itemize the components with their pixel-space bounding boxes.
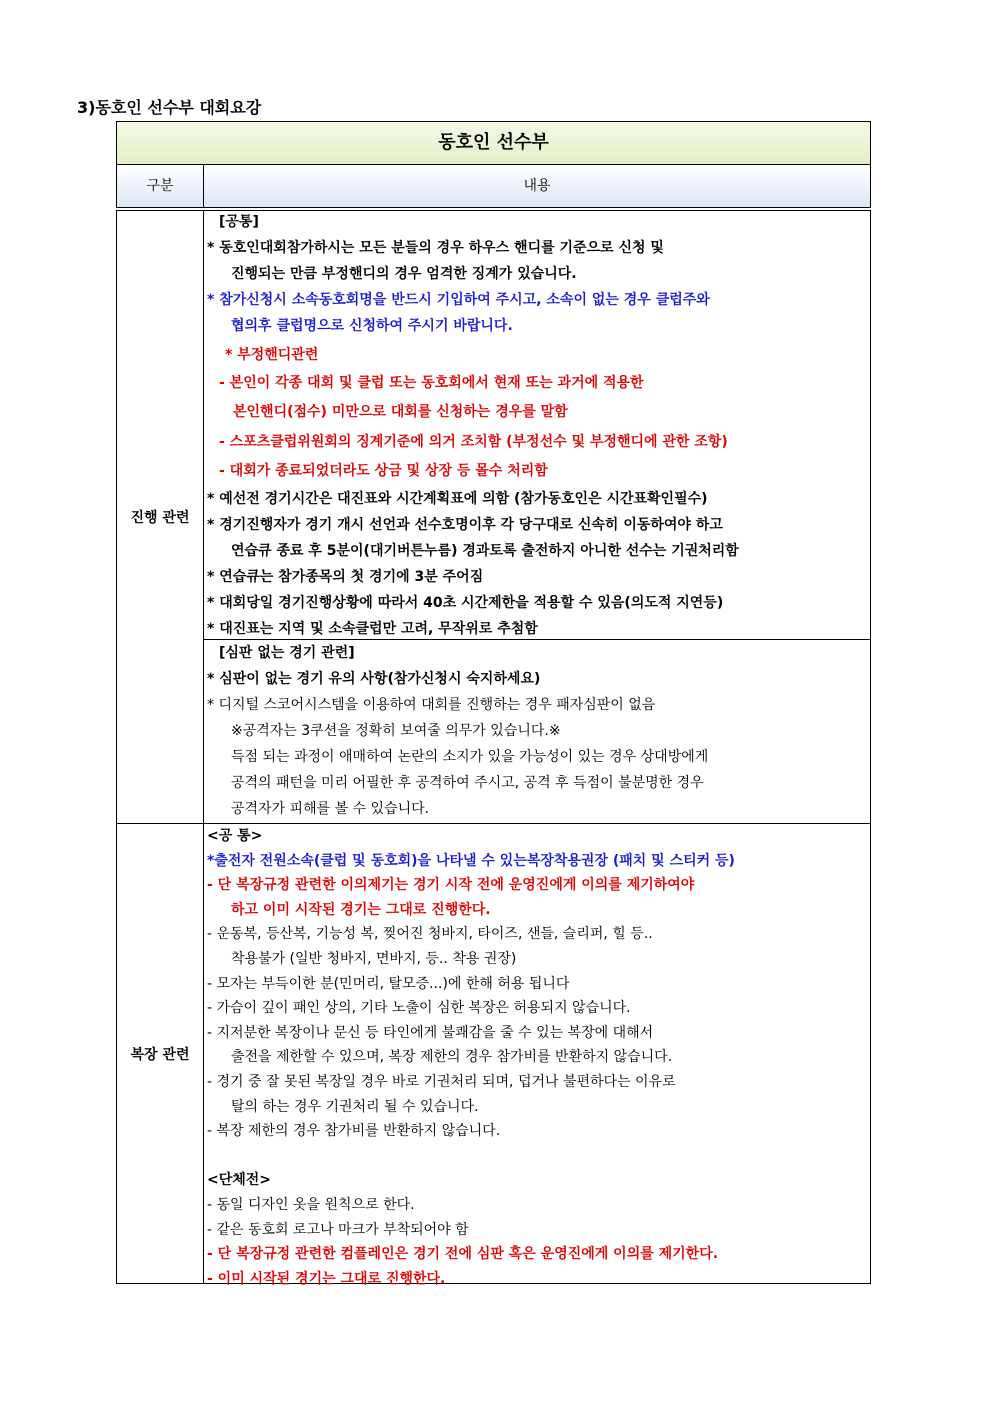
rule-line: <공 통> xyxy=(207,828,263,844)
table-body xyxy=(116,210,871,1287)
rule-line: 탈의 하는 경우 기권처리 될 수 있습니다. xyxy=(231,1098,479,1115)
rule-line: *출전자 전원소속(클럽 및 동호회)을 나타낼 수 있는복장착용권장 (패치 및 스티커 등) xyxy=(207,852,735,869)
rule-line: 본인핸디(점수) 미만으로 대회를 신청하는 경우를 말함 xyxy=(233,404,568,420)
rule-line: [심판 없는 경기 관련] xyxy=(219,645,355,661)
rule-line: - 모자는 부득이한 분(민머리, 탈모증...)에 한해 허용 됩니다 xyxy=(207,975,570,992)
rule-line: * 디지털 스코어시스템을 이용하여 대회를 진행하는 경우 패자심판이 없음 xyxy=(207,697,656,713)
rule-line: - 이미 시작된 경기는 그대로 진행한다. xyxy=(207,1270,446,1287)
rule-line: - 같은 동호회 로고나 마크가 부착되어야 함 xyxy=(207,1221,469,1238)
rule-line: <단체전> xyxy=(207,1172,272,1189)
rule-line: * 부정핸디관련 xyxy=(225,347,319,363)
column-divider xyxy=(203,211,204,1283)
dress-rules xyxy=(207,824,866,1291)
progress-rules xyxy=(207,209,866,642)
column-content: 내용 xyxy=(523,178,551,194)
section-label-dress: 복장 관련 xyxy=(130,1047,190,1063)
rule-line: 득점 되는 과정이 애매하여 논란의 소지가 있을 가능성이 있는 경우 상대방에게 xyxy=(231,749,709,765)
rule-line: 착용불가 (일반 청바지, 면바지, 등.. 착용 권장) xyxy=(231,950,517,967)
column-category: 구분 xyxy=(117,165,204,207)
rule-line: - 운동복, 등산복, 기능성 복, 찢어진 청바지, 타이즈, 샌들, 슬리퍼, 힐 등.. xyxy=(207,926,653,943)
table-column-header xyxy=(116,164,871,208)
referee-rules xyxy=(207,640,866,822)
rule-line: * 대진표는 지역 및 소속클럽만 고려, 무작위로 추첨함 xyxy=(207,621,538,637)
rule-line: 출전을 제한할 수 있으며, 복장 제한의 경우 참가비를 반환하지 않습니다. xyxy=(231,1049,673,1066)
rule-line: 협의후 클럽명으로 신청하여 주시기 바랍니다. xyxy=(231,318,513,334)
rule-line: - 지저분한 복장이나 문신 등 타인에게 불쾌감을 줄 수 있는 복장에 대해서 xyxy=(207,1024,654,1041)
rule-line: * 동호인대회참가하시는 모든 분들의 경우 하우스 핸디를 기준으로 신청 및 xyxy=(207,240,664,256)
rule-line: - 가슴이 깊이 패인 상의, 기타 노출이 심한 복장은 허용되지 않습니다. xyxy=(207,1000,631,1017)
rule-line: - 스포츠클럽위원회의 징계기준에 의거 조치함 (부정선수 및 부정핸디에 관한 조항) xyxy=(219,434,728,450)
blank-line xyxy=(207,1144,866,1169)
rule-line: * 심판이 없는 경기 유의 사항(참가신청시 숙지하세요) xyxy=(207,671,541,687)
rule-line: 하고 이미 시작된 경기는 그대로 진행한다. xyxy=(231,901,491,918)
rule-line: 연습큐 종료 후 5분이(대기버튼누름) 경과토록 출전하지 아니한 선수는 기권처리함 xyxy=(231,543,739,559)
rule-line: - 단 복장규정 관련한 컴플레인은 경기 전에 심판 혹은 운영진에게 이의를 제기한다. xyxy=(207,1246,719,1263)
rule-line: [공통] xyxy=(219,214,259,230)
rule-line: 공격자가 피해를 볼 수 있습니다. xyxy=(231,801,430,817)
rule-line: ※공격자는 3쿠션을 정확히 보여줄 의무가 있습니다.※ xyxy=(231,723,561,739)
rule-line: * 예선전 경기시간은 대진표와 시간계획표에 의함 (참가동호인은 시간표확인필수) xyxy=(207,491,708,507)
rule-line: - 복장 제한의 경우 참가비를 반환하지 않습니다. xyxy=(207,1123,501,1140)
rule-line: * 대회당일 경기진행상황에 따라서 40초 시간제한을 적용할 수 있음(의도적 지연등) xyxy=(207,595,724,611)
rule-line: - 단 복장규정 관련한 이의제기는 경기 시작 전에 운영진에게 이의를 제기하여야 xyxy=(207,877,695,894)
rule-line: * 참가신청시 소속동호회명을 반드시 기입하여 주시고, 소속이 없는 경우 클럽주와 xyxy=(207,292,710,308)
rule-line: * 연습큐는 참가종목의 첫 경기에 3분 주어짐 xyxy=(207,569,484,585)
rule-line: - 대회가 종료되었더라도 상금 및 상장 등 몰수 처리함 xyxy=(219,463,548,479)
section-label-progress: 진행 관련 xyxy=(130,510,190,526)
table-banner: 동호인 선수부 xyxy=(116,121,871,165)
rule-line: - 경기 중 잘 못된 복장일 경우 바로 기권처리 되며, 덥거나 불편하다는 이유로 xyxy=(207,1073,676,1090)
rule-line: - 본인이 각종 대회 및 클럽 또는 동호회에서 현재 또는 과거에 적용한 xyxy=(219,375,644,391)
rule-line: 진행되는 만큼 부정핸디의 경우 엄격한 징계가 있습니다. xyxy=(231,266,577,282)
rule-line: - 동일 디자인 옷을 원칙으로 한다. xyxy=(207,1196,415,1213)
rule-line: * 경기진행자가 경기 개시 선언과 선수호명이후 각 당구대로 신속히 이동하여야 하고 xyxy=(207,517,723,533)
page-heading: 3)동호인 선수부 대회요강 xyxy=(77,98,262,117)
rule-line: 공격의 패턴을 미리 어필한 후 공격하여 주시고, 공격 후 득점이 불분명한 경우 xyxy=(231,775,704,791)
